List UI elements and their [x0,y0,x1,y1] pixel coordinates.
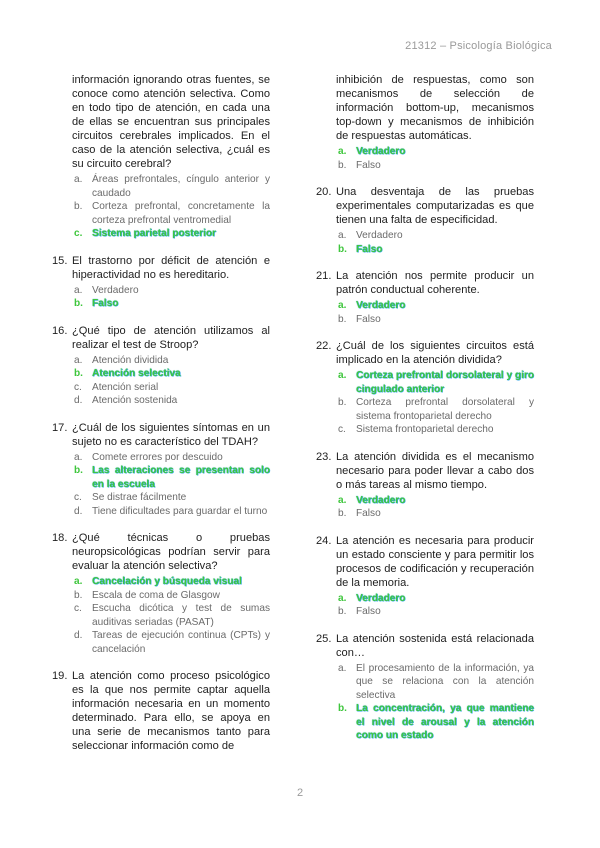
question-18 [52,531,270,656]
answer-option-correct[interactable]: b. La concentración, ya que mantiene el nivel de arousal y la atención como un estado [338,703,534,741]
question-number: 16. [52,324,68,337]
answer-option[interactable]: c. Atención serial [74,381,159,393]
answer-options [52,354,270,408]
answer-option[interactable]: b. Escala de coma de Glasgow [74,589,220,601]
question-number: 23. [316,450,332,463]
answer-option[interactable]: b. Corteza prefrontal dorsolateral y sistema frontoparietal derecho [338,397,534,422]
question-24 [316,534,534,619]
page-header: 21312 – Psicología Biológica [405,40,552,52]
answer-option-correct[interactable]: c. Sistema parietal posterior [74,228,216,239]
answer-option-correct[interactable]: b. Falso [338,243,383,255]
question-number: 19. [52,670,68,682]
answer-options [52,284,270,311]
answer-option-correct[interactable]: a. Verdadero [338,300,406,311]
question-text: ¿Cuál de los siguientes síntomas en un sujeto no es característico del TDAH? [72,421,270,448]
question-text: El trastorno por déficit de atención e hiperactividad no es hereditario. [72,254,270,281]
answer-options [316,229,534,256]
question-14-continuation [52,73,270,241]
answer-option[interactable]: b. Falso [338,313,381,325]
answer-option[interactable]: d. Tareas de ejecución continua (CPTs) y cancelación [74,630,270,655]
right-column [316,73,534,756]
question-text: inhibición de respuestas, como son mecanismos de selección de información bottom-up, mecanismos top-down y mecanismos de inhibición de respuestas automáticas. [336,74,534,142]
answer-option[interactable]: a. Verdadero [338,230,403,241]
question-text: ¿Cuál de los siguientes circuitos está implicado en la atención dividida? [336,340,534,366]
question-text: ¿Qué tipo de atención utilizamos al realizar el test de Stroop? [72,324,270,351]
left-column [52,73,270,766]
answer-option[interactable]: c. Se distrae fácilmente [74,492,187,503]
question-text: La atención nos permite producir un patrón conductual coherente. [336,270,534,296]
answer-options [316,145,534,172]
question-number: 18. [52,532,68,544]
question-text: La atención sostenida está relacionada con… [336,632,534,659]
answer-options [316,662,534,743]
answer-option[interactable]: d. Tiene dificultades para guardar el turno [74,505,268,517]
page-number: 2 [296,787,304,799]
question-number: 25. [316,632,332,645]
question-text: Una desventaja de las pruebas experimentales computarizadas es que tienen una falta de especificidad. [336,186,534,226]
answer-option[interactable]: b. Falso [338,606,381,617]
answer-options [52,575,270,656]
answer-option-correct[interactable]: a. Cancelación y búsqueda visual [74,576,242,587]
question-21 [316,269,534,326]
answer-option[interactable]: b. Falso [338,508,381,519]
question-19-continuation [316,73,534,172]
question-number: 15. [52,254,68,267]
question-25 [316,632,534,743]
answer-options [52,173,270,241]
answer-option[interactable]: a. Áreas prefrontales, cíngulo anterior y caudado [74,174,270,199]
question-number: 21. [316,270,332,282]
question-16 [52,324,270,408]
question-22 [316,339,534,437]
question-20 [316,185,534,256]
question-number: 17. [52,421,68,434]
answer-option[interactable]: a. El procesamiento de la información, ya que se relaciona con la atención selectiva [338,662,534,701]
answer-option[interactable]: b. Falso [338,159,381,171]
answer-options [316,299,534,326]
answer-option[interactable]: d. Atención sostenida [74,395,178,406]
question-text: La atención como proceso psicológico es la que nos permite captar aquella información necesaria en un momento determinado. Para ello, se apoya en una serie de mecanismos tanto para seleccionar información como de [72,670,270,752]
question-text: ¿Qué técnicas o pruebas neuropsicológicas podrían servir para evaluar la atención selectiva? [72,532,270,572]
question-text: La atención dividida es el mecanismo necesario para poder llevar a cabo dos o más tareas al mismo tiempo. [336,450,534,491]
answer-options [52,451,270,519]
answer-option-correct[interactable]: a. Verdadero [338,494,406,506]
answer-option-correct[interactable]: a. Verdadero [338,146,406,157]
answer-option-correct[interactable]: b. Atención selectiva [74,368,181,379]
question-text: La atención es necesaria para producir un estado consciente y para permitir los procesos de codificación y recuperación de la memoria. [336,534,534,589]
answer-option[interactable]: a. Verdadero [74,284,139,296]
answer-option-correct[interactable]: a. Corteza prefrontal dorsolateral y giro cingulado anterior [338,370,534,395]
answer-option[interactable]: a. Comete errores por descuido [74,451,223,463]
question-text: información ignorando otras fuentes, se conoce como atención selectiva. Como en todo tipo de atención, en cada una de ellas se encuentran sus principales circuitos cerebrales implicados. En el caso de la atención selectiva, ¿cuál es su circuito cerebral? [72,74,270,170]
answer-option[interactable]: b. Corteza prefrontal, concretamente la corteza prefrontal ventromedial [74,201,270,226]
answer-option-correct[interactable]: b. Falso [74,298,119,309]
question-number: 22. [316,340,332,352]
question-19 [52,669,270,753]
answer-options [316,592,534,619]
answer-option[interactable]: c. Escucha dicótica y test de sumas auditivas seriadas (PASAT) [74,603,270,628]
question-17 [52,421,270,519]
question-15 [52,254,270,311]
question-number: 24. [316,534,332,547]
answer-option[interactable]: a. Atención dividida [74,354,169,366]
question-23 [316,450,534,521]
answer-options [316,369,534,437]
answer-option-correct[interactable]: b. Las alteraciones se presentan solo en la escuela [74,465,270,490]
answer-options [316,494,534,521]
answer-option-correct[interactable]: a. Verdadero [338,592,406,604]
question-number: 20. [316,186,332,198]
answer-option[interactable]: c. Sistema frontoparietal derecho [338,424,494,435]
